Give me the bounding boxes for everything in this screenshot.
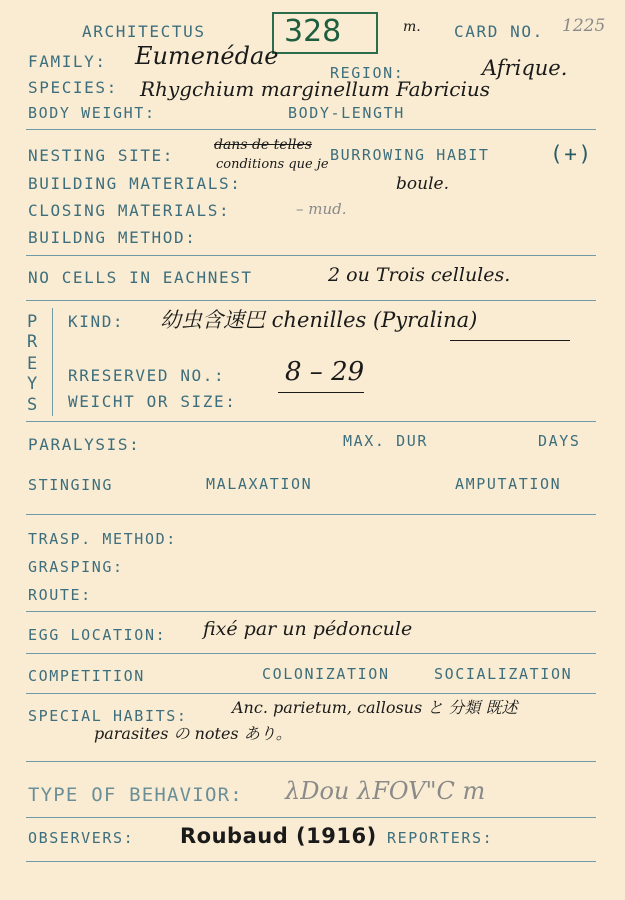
divider [26, 129, 596, 130]
transport-method-label: TRASP. METHOD: [28, 530, 177, 548]
closing-materials-label: CLOSING MATERIALS: [28, 201, 231, 220]
nesting-site-value-2: conditions que je [216, 157, 329, 172]
reporters-label: REPORTERS: [387, 829, 494, 847]
building-method-label: BUILDNG METHOD: [28, 228, 197, 247]
prey-letter: Y [27, 374, 38, 394]
nesting-site-value: dans de telles [214, 137, 312, 153]
divider [26, 817, 596, 818]
max-dur-label: MAX. DUR [343, 432, 429, 450]
cells-label: NO CELLS IN EACHNEST [28, 268, 253, 287]
divider [26, 421, 596, 422]
colonization-label: COLONIZATION [262, 665, 390, 683]
divider [26, 693, 596, 694]
paralysis-label: PARALYSIS: [28, 435, 141, 454]
building-materials-value: boule. [396, 174, 449, 194]
burrowing-habit-label: BURROWING HABIT [330, 146, 490, 164]
days-label: DAYS [538, 432, 581, 450]
prey-kind-value: 幼虫含速巴 chenilles (Pyralina) [160, 308, 478, 332]
route-label: ROUTE: [28, 586, 92, 604]
behavior-type-label: TYPE OF BEHAVIOR: [28, 784, 243, 806]
card-no-value: 1225 [562, 16, 606, 36]
family-label: FAMILY: [28, 52, 107, 71]
cells-value: 2 ou Trois cellules. [328, 264, 511, 286]
nesting-site-label: NESTING SITE: [28, 146, 175, 165]
egg-location-value: fixé par un pédoncule [203, 618, 413, 640]
competition-label: COMPETITION [28, 667, 145, 685]
egg-location-label: EGG LOCATION: [28, 626, 167, 644]
prey-kind-label: KIND: [68, 312, 125, 331]
observers-label: OBSERVERS: [28, 829, 135, 847]
divider [26, 761, 596, 762]
divider [26, 514, 596, 515]
divider [26, 653, 596, 654]
special-habits-label: SPECIAL HABITS: [28, 707, 188, 725]
socialization-label: SOCIALIZATION [434, 665, 573, 683]
reserved-number-value: 8 – 29 [285, 357, 365, 387]
architectus-label: ARCHITECTUS [82, 22, 206, 41]
divider [26, 611, 596, 612]
family-value: Eumenédae [135, 42, 279, 70]
divider [26, 861, 596, 862]
body-weight-label: BODY WEIGHT: [28, 104, 156, 122]
region-value: Afrique. [482, 56, 568, 80]
region-label: REGION: [330, 64, 405, 82]
behavior-type-value: λDou λFOV"C m [285, 777, 486, 805]
prey-letter: P [27, 312, 38, 332]
divider [26, 300, 596, 301]
reserved-number-label: RRESERVED NO.: [68, 366, 226, 385]
special-habits-value-2: parasites の notes あり。 [94, 724, 292, 743]
card-no-label: CARD NO. [454, 22, 544, 41]
prey-letter: R [27, 332, 38, 352]
divider [26, 255, 596, 256]
stinging-label: STINGING [28, 476, 114, 494]
corner-mark: m. [403, 19, 421, 35]
reserved-underline [278, 392, 364, 393]
species-label: SPECIES: [28, 78, 118, 97]
prey-letter: S [27, 395, 38, 415]
closing-materials-value: – mud. [296, 200, 347, 218]
body-length-label: BODY-LENGTH [288, 104, 405, 122]
grasping-label: GRASPING: [28, 558, 124, 576]
species-value: Rhygchium marginellum Fabricius [140, 77, 491, 101]
prey-kind-underline [450, 340, 570, 341]
weight-size-label: WEICHT OR SIZE: [68, 392, 237, 411]
prey-letter: E [27, 354, 38, 374]
building-materials-label: BUILDING MATERIALS: [28, 174, 242, 193]
amputation-label: AMPUTATION [455, 475, 562, 493]
special-habits-value-1: Anc. parietum, callosus と 分類 既述 [232, 698, 518, 717]
observers-value: Roubaud (1916) [180, 824, 377, 848]
card-number-box-value: 328 [284, 14, 342, 49]
burrowing-habit-value: (+) [550, 142, 593, 166]
prey-divider [52, 308, 53, 416]
malaxation-label: MALAXATION [206, 475, 313, 493]
